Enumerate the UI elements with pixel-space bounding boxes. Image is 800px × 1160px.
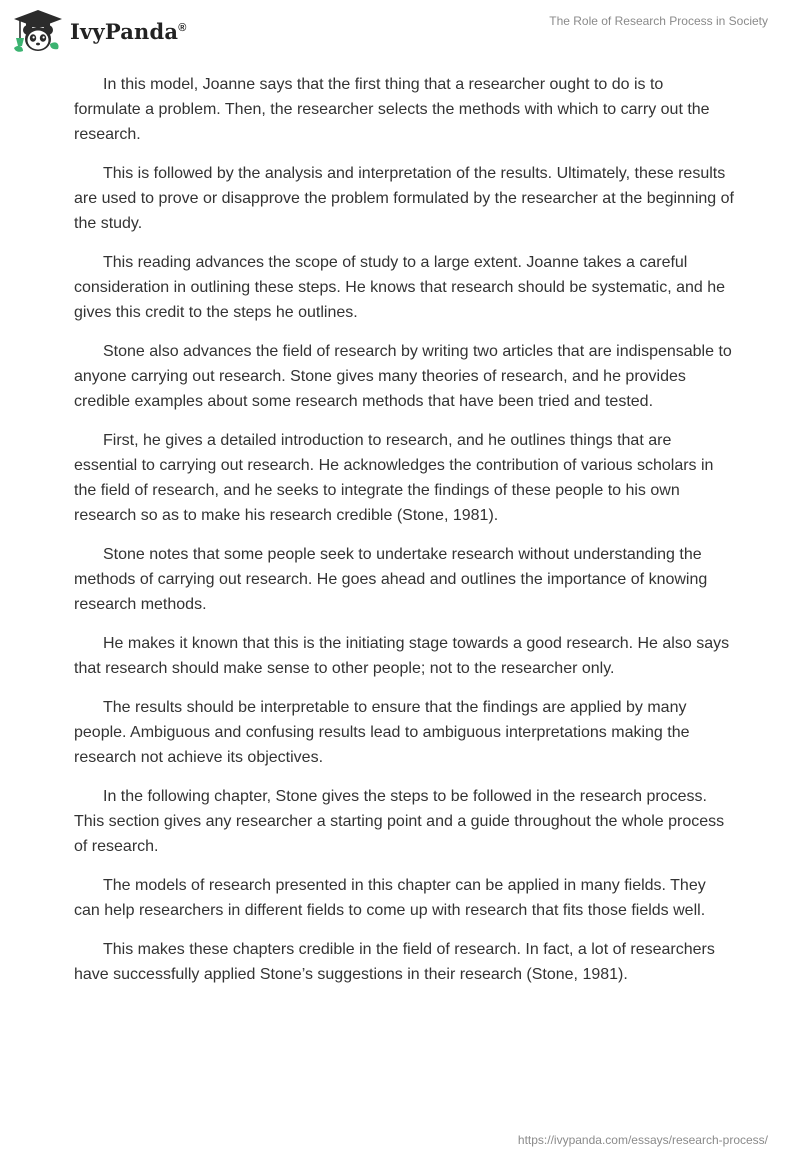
page-header bbox=[0, 0, 800, 62]
essay-body bbox=[74, 72, 734, 1001]
brand-name: IvyPanda® bbox=[70, 18, 187, 44]
registered-mark: ® bbox=[178, 21, 187, 34]
paragraph: First, he gives a detailed introduction to research, and he outlines things that are essential to carrying out research. He acknowledges the contribution of various scholars in the field of research, and he seeks to integrate the findings of these people to his own research so as to make his research credible (Stone, 1981). bbox=[74, 432, 714, 524]
paragraph: Stone also advances the field of research by writing two articles that are indispensable to anyone carrying out research. Stone gives many theories of research, and he provides credible examples about some research methods that have been tried and tested. bbox=[74, 343, 732, 410]
paragraph: In the following chapter, Stone gives the steps to be followed in the research process. This section gives any researcher a starting point and a guide throughout the whole process of research. bbox=[74, 788, 725, 855]
ivypanda-logo[interactable] bbox=[12, 8, 187, 54]
paragraph: Stone notes that some people seek to undertake research without understanding the methods of carrying out research. He goes ahead and outlines the importance of knowing research methods. bbox=[74, 546, 708, 613]
panda-graduation-cap-icon bbox=[12, 8, 64, 54]
paragraph: This reading advances the scope of study to a large extent. Joanne takes a careful consideration in outlining these steps. He knows that research should be systematic, and he gives this credit to the steps he outlines. bbox=[74, 254, 726, 321]
paragraph: This is followed by the analysis and interpretation of the results. Ultimately, these results are used to prove or disapprove the problem formulated by the researcher at the beginning of the study. bbox=[74, 165, 734, 232]
document-title: The Role of Research Process in Society bbox=[549, 14, 768, 28]
paragraph: This makes these chapters credible in the field of research. In fact, a lot of researchers have successfully applied Stone’s suggestions in their research (Stone, 1981). bbox=[74, 941, 715, 983]
paragraph: In this model, Joanne says that the first thing that a researcher ought to do is to formulate a problem. Then, the researcher selects the methods with which to carry out the research. bbox=[74, 76, 710, 143]
paragraph: The results should be interpretable to ensure that the findings are applied by many people. Ambiguous and confusing results lead to ambiguous interpretations making the research not achieve its objectives. bbox=[74, 699, 690, 766]
paragraph: He makes it known that this is the initiating stage towards a good research. He also says that research should make sense to other people; not to the researcher only. bbox=[74, 635, 730, 677]
source-url-link[interactable]: https://ivypanda.com/essays/research-process/ bbox=[517, 1133, 768, 1147]
paragraph: The models of research presented in this chapter can be applied in many fields. They can help researchers in different fields to come up with research that fits those fields well. bbox=[74, 877, 706, 919]
